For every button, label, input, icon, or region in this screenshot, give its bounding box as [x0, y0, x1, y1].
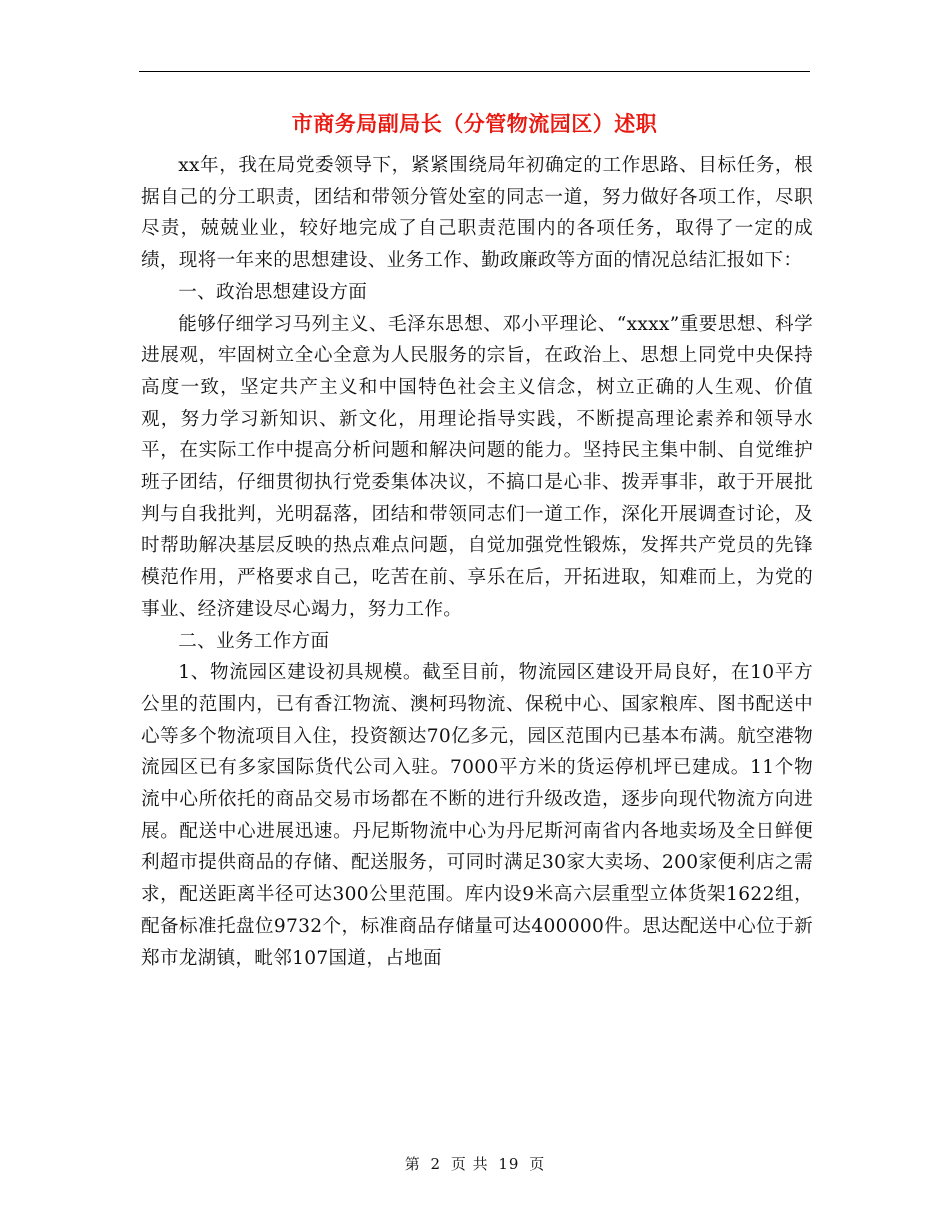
footer-suffix: 页: [529, 1155, 546, 1173]
document-title: 市商务局副局长（分管物流园区）述职: [291, 112, 658, 136]
page-footer: [0, 1153, 950, 1175]
section-heading-business: 二、业务工作方面: [178, 630, 330, 652]
footer-page-number: 2: [430, 1155, 442, 1173]
document-body: [141, 150, 813, 974]
footer-prefix: 第: [404, 1155, 421, 1173]
paragraph-logistics: 1、物流园区建设初具规模。截至目前，物流园区建设开局良好，在10平方公里的范围内，已有香江物流、澳柯玛物流、保税中心、国家粮库、图书配送中心等多个物流项目入住，投资额达70亿多元，园区范围内已基本布满。航空港物流园区已有多家国际货代公司入驻。7000平方米的货运停机坪已建成。11个物流中心所依托的商品交易市场都在不断的进行升级改造，逐步向现代物流方向进展。配送中心进展迅速。丹尼斯物流中心为丹尼斯河南省内各地卖场及全日鲜便利超市提供商品的存储、配送服务，可同时满足30家大卖场、200家便利店之需求，配送距离半径可达300公里范围。库内设9米高六层重型立体货架1622组，配备标准托盘位9732个，标准商品存储量可达400000件。思达配送中心位于新郑市龙湖镇，毗邻107国道，占地面: [141, 662, 813, 969]
paragraph-intro: xx年，我在局党委领导下，紧紧围绕局年初确定的工作思路、目标任务，根据自己的分工职责，团结和带领分管处室的同志一道，努力做好各项工作，尽职尽责，兢兢业业，较好地完成了自己职责范围内的各项任务，取得了一定的成绩，现将一年来的思想建设、业务工作、勤政廉政等方面的情况总结汇报如下：: [141, 155, 813, 272]
footer-total-pages: 19: [498, 1155, 520, 1173]
section-heading-political: 一、政治思想建设方面: [178, 281, 368, 303]
footer-middle: 页 共: [450, 1155, 489, 1173]
header-rule: [139, 71, 810, 72]
paragraph-political: 能够仔细学习马列主义、毛泽东思想、邓小平理论、“xxxx”重要思想、科学进展观，牢固树立全心全意为人民服务的宗旨，在政治上、思想上同党中央保持高度一致，坚定共产主义和中国特色社会主义信念，树立正确的人生观、价值观，努力学习新知识、新文化，用理论指导实践，不断提高理论素养和领导水平，在实际工作中提高分析问题和解决问题的能力。坚持民主集中制、自觉维护班子团结，仔细贯彻执行党委集体决议，不搞口是心非、拨弄事非，敢于开展批判与自我批判，光明磊落，团结和带领同志们一道工作，深化开展调查讨论，及时帮助解决基层反映的热点难点问题，自觉加强党性锻炼，发挥共产党员的先锋模范作用，严格要求自己，吃苦在前、享乐在后，开拓进取，知难而上，为党的事业、经济建设尽心竭力，努力工作。: [141, 313, 813, 620]
